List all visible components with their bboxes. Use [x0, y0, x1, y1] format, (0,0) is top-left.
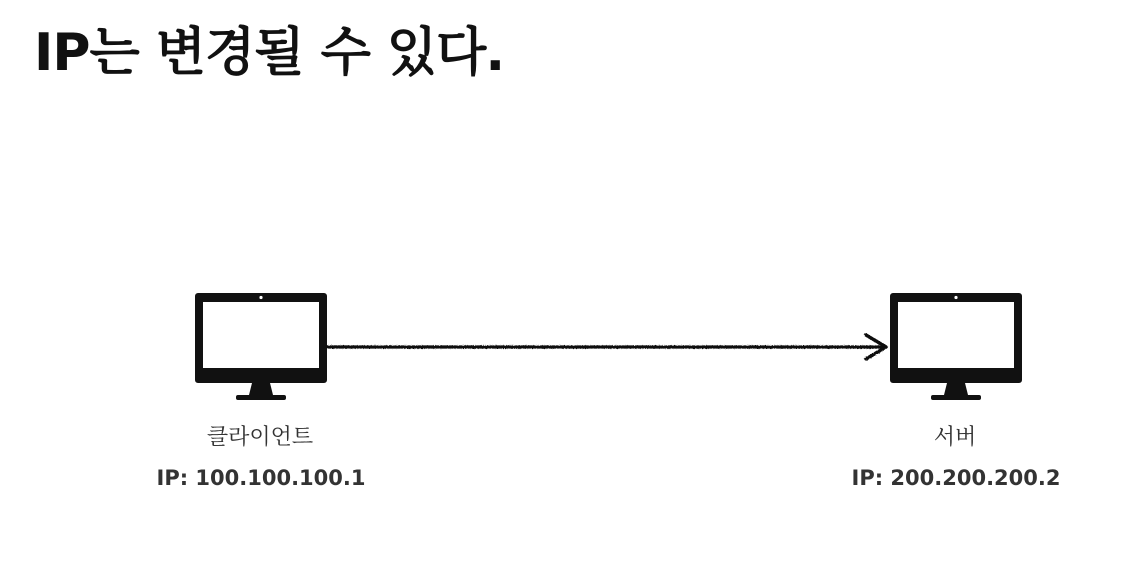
connection-arrow-icon [328, 335, 886, 359]
server-label: 서버 [933, 425, 977, 450]
client-label: 클라이언트 [206, 425, 314, 450]
client-monitor-icon [195, 293, 327, 400]
client-ip-address: IP: 100.100.100.1 [156, 466, 366, 490]
server-monitor-icon [890, 293, 1022, 400]
server-ip-address: IP: 200.200.200.2 [851, 466, 1061, 490]
page-title: IP는 변경될 수 있다. [34, 23, 505, 83]
